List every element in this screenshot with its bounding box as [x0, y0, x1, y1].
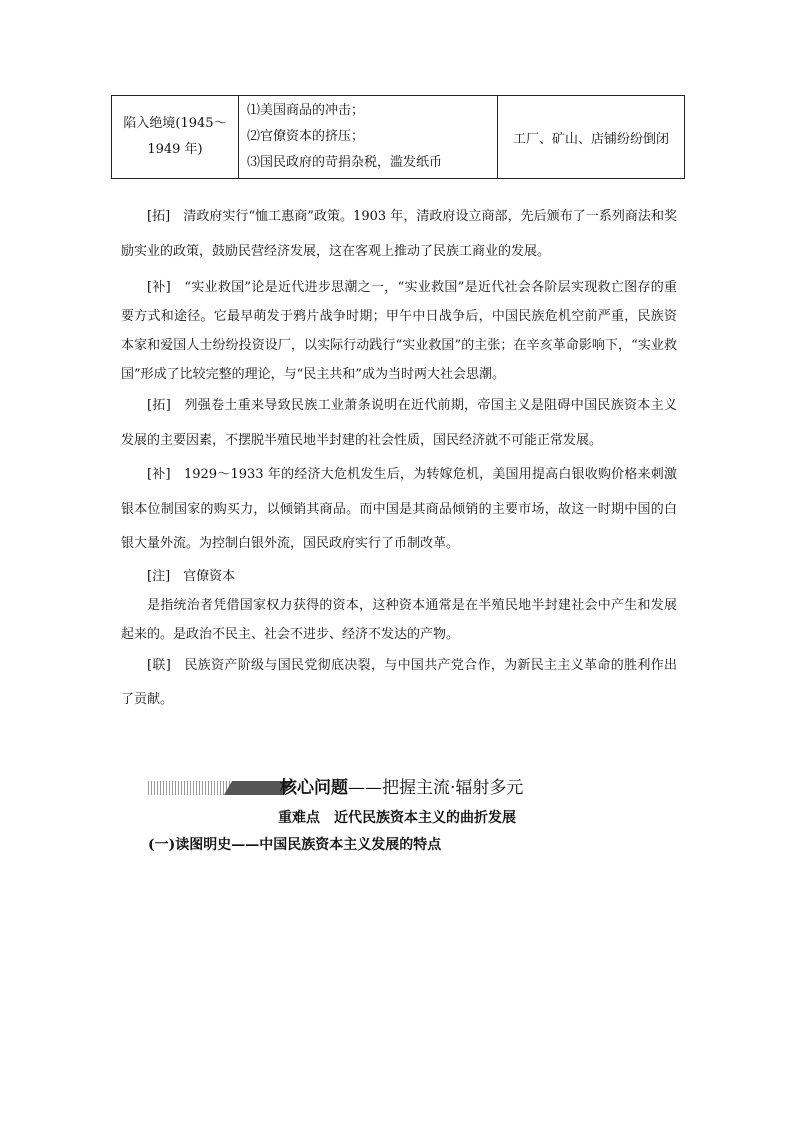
result-cell: 工厂、矿山、店铺纷纷倒闭	[498, 96, 685, 179]
notes-section	[121, 200, 677, 718]
note-text: 官僚资本	[183, 568, 236, 584]
note-text: 清政府实行“恤工惠商”政策。1903 年，清政府设立商部，先后颁布了一系列商法和奖励实业的政策，鼓励民营经济发展，这在客观上推动了民族工商业的发展。	[121, 209, 677, 259]
note-paragraph	[121, 389, 677, 458]
note-tag: [补]	[147, 467, 171, 482]
note-text: 民族资产阶级与国民党彻底决裂，与中国共产党合作，为新民主主义革命的胜利作出了贡献。	[121, 657, 677, 707]
sub-heading: (一)读图明史——中国民族资本主义发展的特点	[148, 837, 442, 853]
causes-cell	[239, 96, 498, 179]
cause-item: ⑴美国商品的冲击；	[247, 103, 365, 118]
note-text: 是指统治者凭借国家权力获得的资本，这种资本通常是在半殖民地半封建社会中产生和发展起来的。是政治不民主、社会不进步、经济不发达的产物。	[121, 597, 677, 642]
note-tag: [联]	[147, 657, 171, 673]
note-tag: [补]	[147, 280, 171, 295]
definition-paragraph	[121, 591, 677, 649]
note-text: 列强卷土重来导致民族工业萧条说明在近代前期，帝国主义是阻碍中国民族资本主义发展的主要因素，不摆脱半殖民地半封建的社会性质，国民经济就不可能正常发展。	[121, 398, 677, 448]
note-text: 1929～1933 年的经济大危机发生后，为转嫁危机，美国用提高白银收购价格来刺激银本位制国家的购买力，以倾销其商品。而中国是其商品倾销的主要市场，故这一时期中国的白银大量外流。为控制白银外流，国民政府实行了币制改革。	[121, 467, 677, 551]
note-tag: [注]	[147, 568, 171, 584]
note-tag: [拓]	[147, 209, 171, 224]
note-paragraph	[121, 458, 677, 562]
cause-item: ⑵官僚资本的挤压；	[247, 129, 365, 144]
key-point-heading: 重难点 近代民族资本主义的曲折发展	[278, 810, 516, 826]
period-cell: 陷入绝境(1945～1949 年)	[112, 96, 239, 179]
note-text: “实业救国”论是近代进步思潮之一，“实业救国”是近代社会各阶层实现救亡图存的重要方式和途径。它最早萌发于鸦片战争时期；甲午中日战争后，中国民族危机空前严重，民族资本家和爱国人士纷纷投资设厂，以实际行动践行“实业救国”的主张；在辛亥革命影响下，“实业救国”形成了比较完整的理论，与“民主共和”成为当时两大社会思潮。	[121, 280, 677, 382]
section-title: 核心问题——把握主流·辐射多元	[280, 778, 524, 798]
table-row	[112, 96, 685, 179]
section-header	[148, 777, 568, 801]
note-paragraph	[121, 273, 677, 389]
cause-item: ⑶国民政府的苛捐杂税，滥发纸币	[247, 155, 443, 170]
note-paragraph	[121, 562, 677, 591]
note-paragraph	[121, 200, 677, 269]
development-stage-table	[111, 95, 685, 179]
note-tag: [拓]	[147, 398, 171, 413]
note-paragraph	[121, 649, 677, 718]
